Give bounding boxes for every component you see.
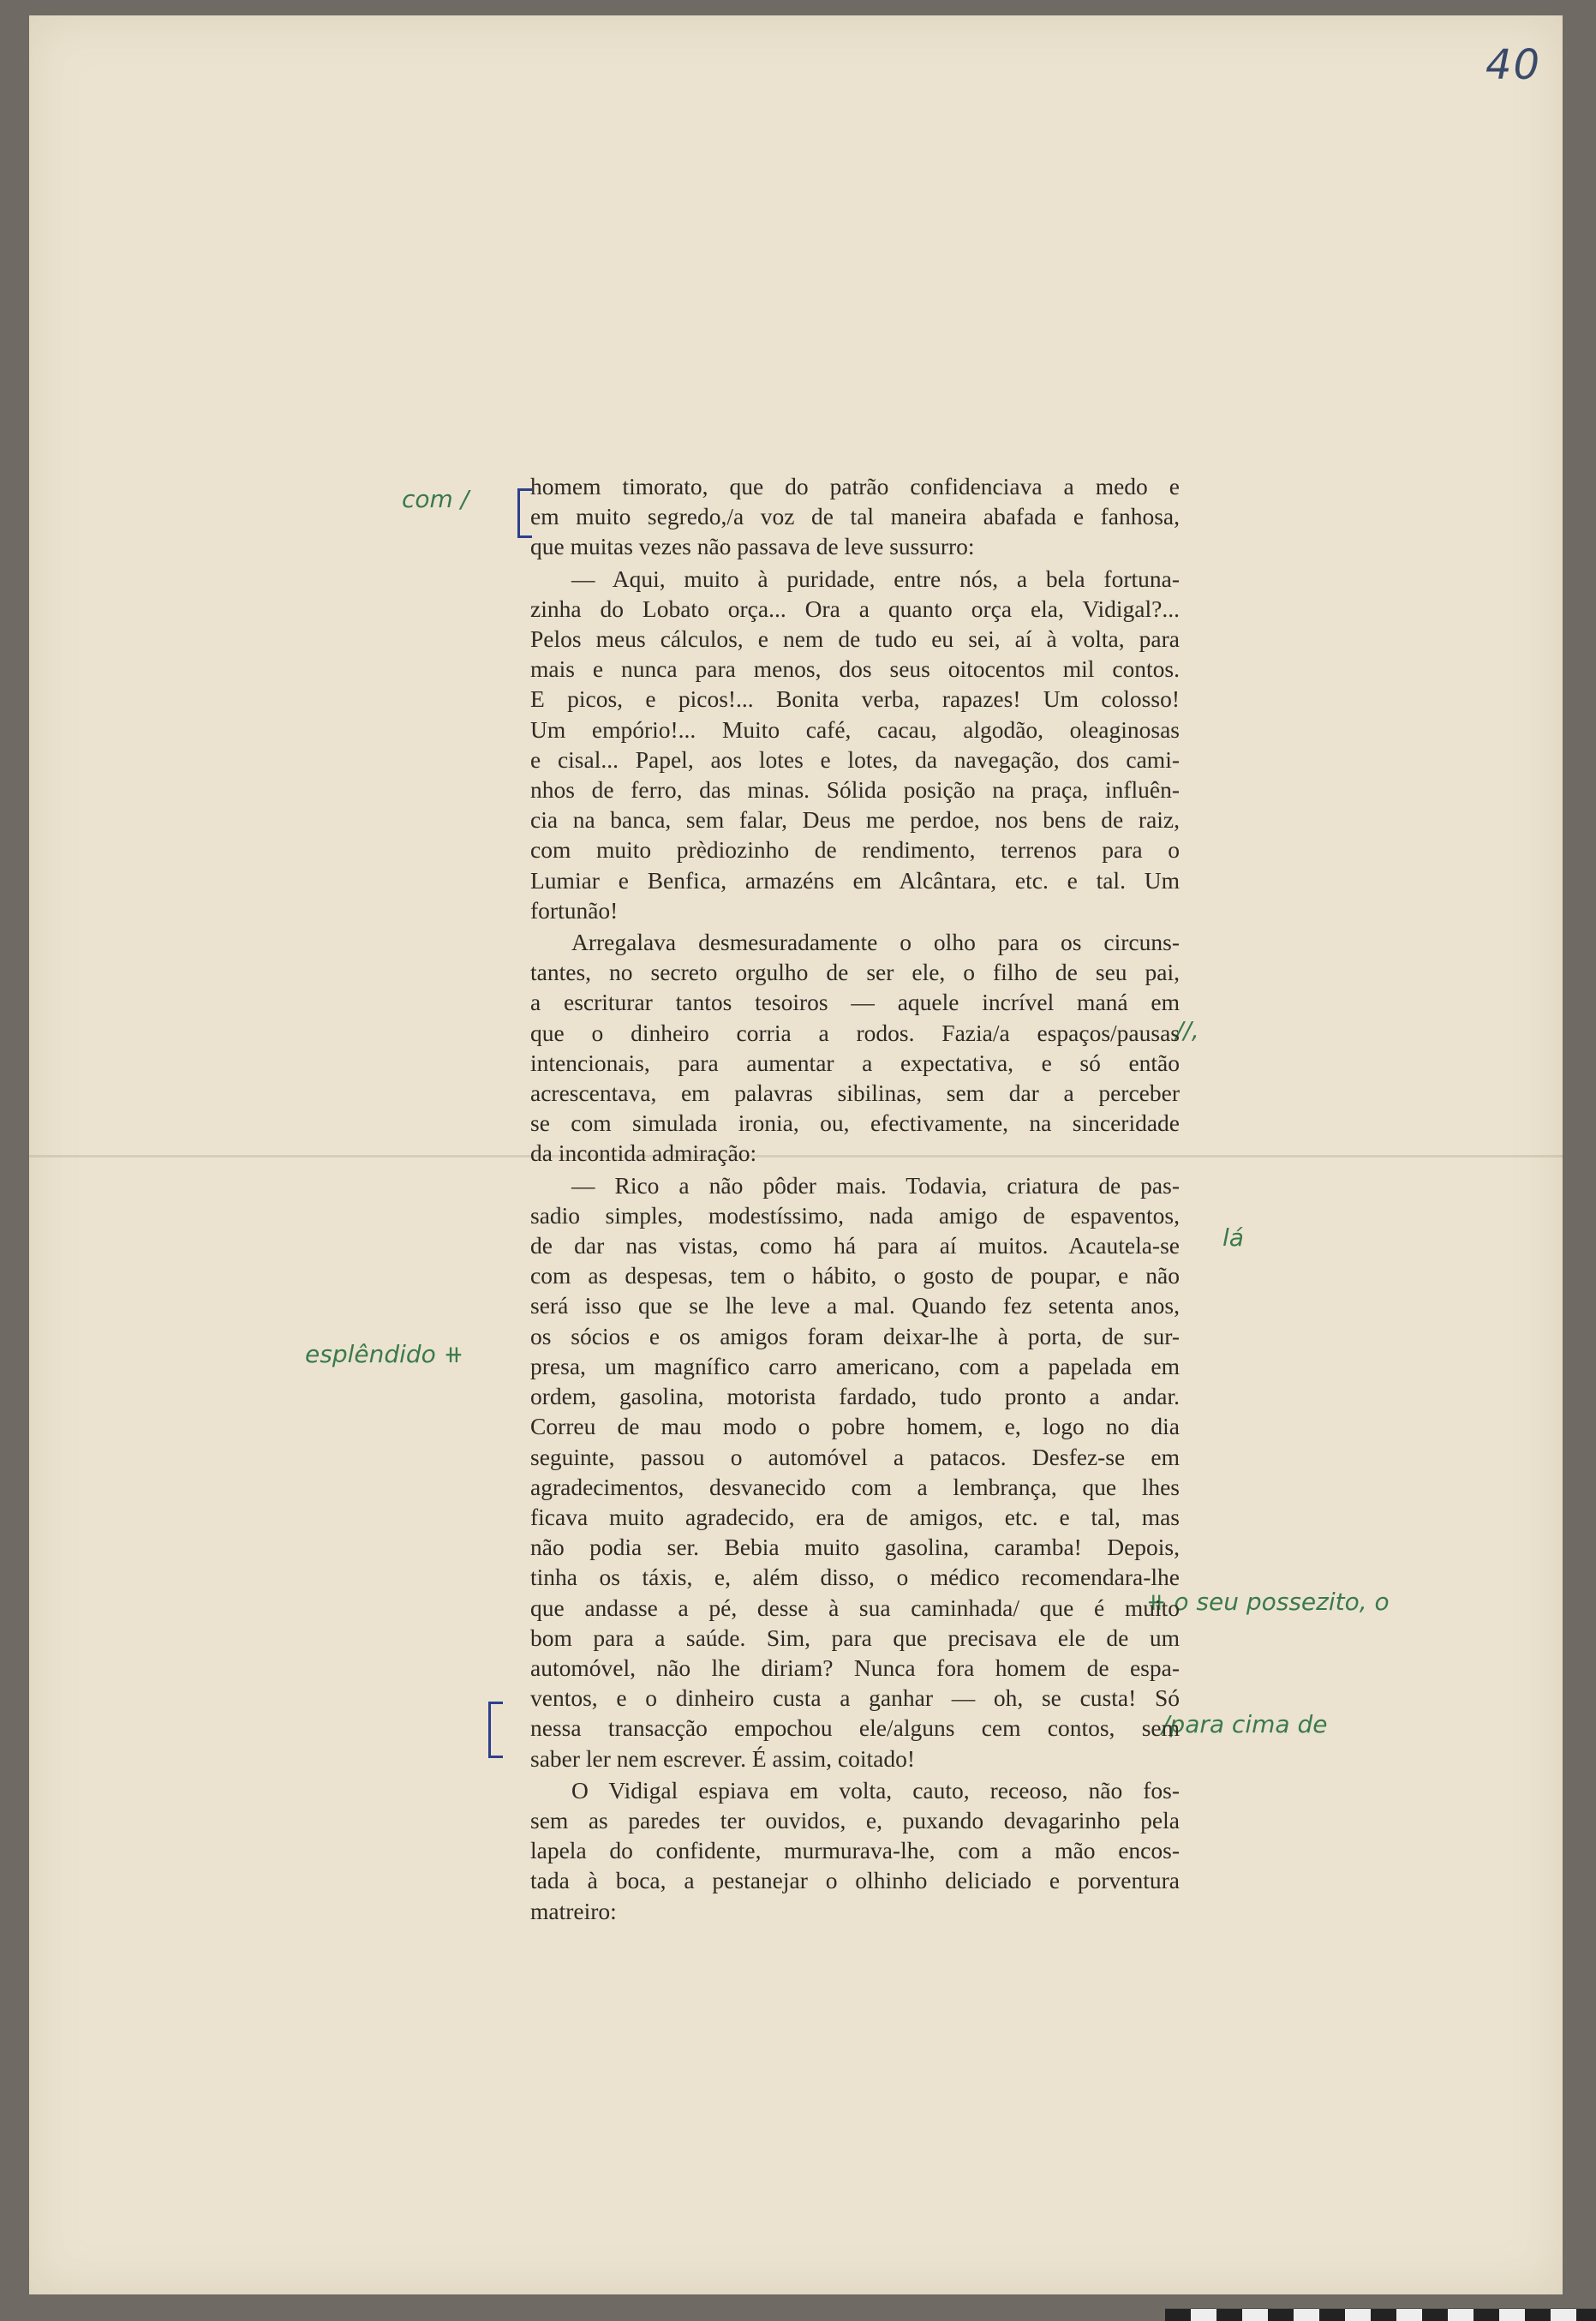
- text-line: nessa transacção empochou ele/alguns cem contos, sem: [530, 1714, 1180, 1742]
- text-line: E picos, e picos!... Bonita verba, rapazes! Um colosso!: [530, 685, 1180, 713]
- text-line: cia na banca, sem falar, Deus me perdoe, nos bens de raiz,: [530, 806, 1180, 834]
- text-line: mais e nunca para menos, dos seus oitocentos mil contos.: [530, 655, 1180, 683]
- text-line: se com simulada ironia, ou, efectivamente, na sinceridade: [530, 1110, 1180, 1137]
- text-line: de dar nas vistas, como há para aí muitos. Acautela-se: [530, 1232, 1180, 1259]
- text-line: presa, um magnífico carro americano, com a papelada em: [530, 1352, 1180, 1379]
- text-line: tinha os táxis, e, além disso, o médico recomendara-lhe: [530, 1564, 1180, 1591]
- text-line: intencionais, para aumentar a expectativa, e só então: [530, 1049, 1180, 1076]
- text-line: saber ler nem escrever. É assim, coitado!: [530, 1744, 915, 1772]
- text-line: tada à boca, a pestanejar o olhinho deliciado e porventura: [530, 1867, 1180, 1894]
- text-line: os sócios e os amigos foram deixar-lhe à porta, de sur-: [530, 1322, 1180, 1349]
- text-line: lapela do confidente, murmurava-lhe, com a mão encos-: [530, 1837, 1180, 1864]
- text-line: acrescentava, em palavras sibilinas, sem dar a perceber: [530, 1080, 1180, 1107]
- text-line: automóvel, não lhe diriam? Nunca fora homem de espa-: [530, 1654, 1180, 1681]
- text-line: Um empório!... Muito café, cacau, algodão, oleaginosas: [530, 715, 1180, 743]
- text-line: ventos, e o dinheiro custa a ganhar — oh, se custa! Só: [530, 1684, 1180, 1712]
- text-line: homem timorato, que do patrão confidenciava a medo e: [530, 473, 1180, 499]
- scan-calibration-strip: [1165, 2308, 1596, 2321]
- text-line: da incontida admiração:: [530, 1140, 757, 1167]
- margin-note-slashes: //,: [1175, 1016, 1199, 1044]
- text-line: que andasse a pé, desse à sua caminhada/ que é muito: [530, 1594, 1180, 1621]
- text-line: que o dinheiro corria a rodos. Fazia/a espaços/pausas: [530, 1019, 1180, 1046]
- text-line: com as despesas, tem o hábito, o gosto de poupar, e não: [530, 1262, 1180, 1289]
- edit-bracket-bottom: [488, 1702, 503, 1758]
- text-line: fortunão!: [530, 896, 619, 924]
- text-line: Correu de mau modo o pobre homem, e, logo no dia: [530, 1413, 1180, 1440]
- text-line: que muitas vezes não passava de leve sussurro:: [530, 533, 975, 560]
- text-line: seguinte, passou o automóvel a patacos. Desfez-se em: [530, 1443, 1180, 1470]
- paragraph-4: [530, 1170, 1180, 1774]
- text-line: e cisal... Papel, aos lotes e lotes, da navegação, dos cami-: [530, 745, 1180, 773]
- text-line: matreiro:: [530, 1897, 617, 1924]
- page-number: 40: [1485, 41, 1542, 89]
- text-line: — Rico a não pôder mais. Todavia, criatura de pas-: [571, 1171, 1180, 1199]
- text-line: em muito segredo,/a voz de tal maneira abafada e fanhosa,: [530, 503, 1180, 530]
- text-line: sem as paredes ter ouvidos, e, puxando devagarinho pela: [530, 1806, 1180, 1833]
- text-line: sadio simples, modestíssimo, nada amigo de espaventos,: [530, 1201, 1180, 1229]
- margin-note-possezito: ⧺ o seu possezito, o: [1146, 1588, 1390, 1616]
- text-line: não podia ser. Bebia muito gasolina, caramba! Depois,: [530, 1534, 1180, 1561]
- paragraph-2: [530, 564, 1180, 925]
- body-text: [530, 471, 1180, 1926]
- text-line: tantes, no secreto orgulho de ser ele, o filho de seu pai,: [530, 959, 1180, 986]
- text-line: a escriturar tantos tesoiros — aquele incrível maná em: [530, 989, 1180, 1016]
- margin-note-esplendido: esplêndido ⧺: [305, 1340, 464, 1368]
- text-line: será isso que se lhe leve a mal. Quando fez setenta anos,: [530, 1292, 1180, 1319]
- text-line: nhos de ferro, das minas. Sólida posição na praça, influên-: [530, 776, 1180, 804]
- margin-note-com: com /: [402, 485, 469, 513]
- text-line: ordem, gasolina, motorista fardado, tudo pronto a andar.: [530, 1383, 1180, 1410]
- text-line: Arregalava desmesuradamente o olho para os circuns-: [571, 929, 1180, 956]
- paragraph-5: [530, 1775, 1180, 1926]
- paragraph-1: [530, 471, 1180, 562]
- text-line: bom para a saúde. Sim, para que precisava ele de um: [530, 1624, 1180, 1651]
- margin-note-la: lá: [1222, 1223, 1244, 1252]
- text-line: zinha do Lobato orça... Ora a quanto orça ela, Vidigal?...: [530, 595, 1180, 622]
- text-line: com muito prèdiozinho de rendimento, terrenos para o: [530, 836, 1180, 864]
- text-line: ficava muito agradecido, era de amigos, etc. e tal, mas: [530, 1503, 1180, 1530]
- text-line: — Aqui, muito à puridade, entre nós, a bela fortuna-: [571, 565, 1180, 592]
- text-line: O Vidigal espiava em volta, cauto, receoso, não fos-: [571, 1776, 1180, 1804]
- paragraph-3: [530, 927, 1180, 1169]
- manuscript-page: [29, 15, 1563, 2294]
- text-line: Pelos meus cálculos, e nem de tudo eu sei, aí à volta, para: [530, 625, 1180, 653]
- margin-note-para-cima: /para cima de: [1162, 1710, 1328, 1738]
- text-line: Lumiar e Benfica, armazéns em Alcântara, etc. e tal. Um: [530, 866, 1180, 894]
- text-line: agradecimentos, desvanecido com a lembrança, que lhes: [530, 1473, 1180, 1500]
